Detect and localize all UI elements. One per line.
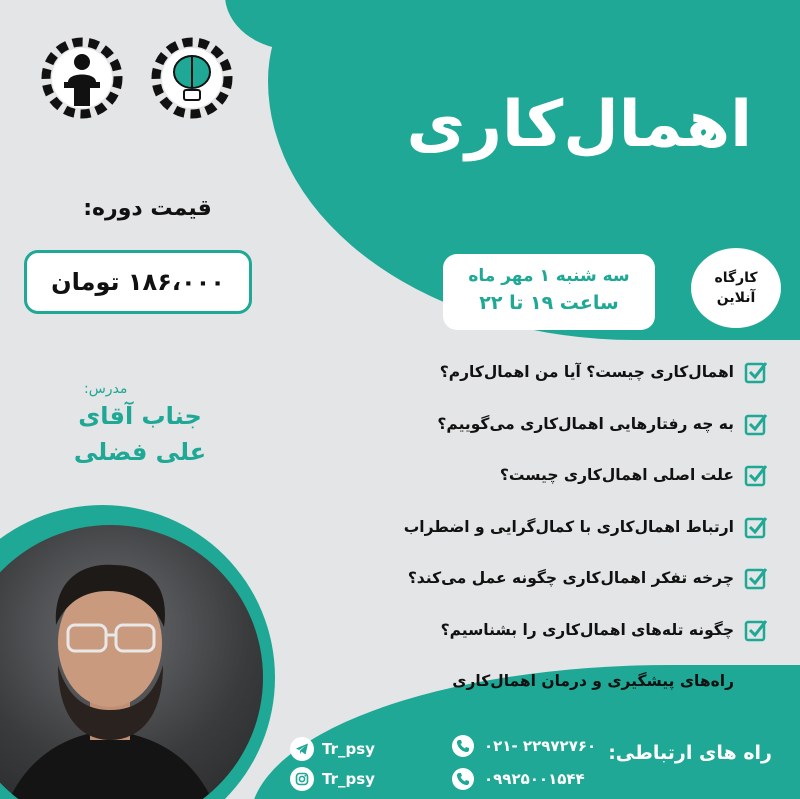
topic-list [328,348,768,709]
phone-mobile-number: ۰۹۹۲۵۰۰۱۵۴۴ [484,770,585,788]
teacher-name [40,398,240,470]
teacher-name-line-1: جناب آقای [78,402,202,430]
checkbox-icon [744,566,768,590]
telegram-icon [290,737,314,761]
checkbox-icon [744,412,768,436]
schedule-date: سه شنبه ۱ مهر ماه [468,266,630,286]
list-item [328,451,768,499]
badge-line-1: کارگاه [714,270,758,286]
badge-line-2: آنلاین [716,290,756,306]
contact-title: راه های ارتباطی: [608,742,772,764]
price-value: ۱۸۶،۰۰۰ تومان [51,268,225,296]
instagram-handle: Tr_psy [322,770,375,788]
price-label: قیمت دوره: [83,196,212,221]
list-item [328,400,768,448]
phone-landline[interactable] [452,735,596,757]
speaker-logo-icon [34,30,130,126]
list-item [328,554,768,602]
page-title: اهمال‌کاری [406,88,752,162]
topic-text: چگونه تله‌های اهمال‌کاری را بشناسیم؟ [440,620,734,639]
topic-text: به چه رفتارهایی اهمال‌کاری می‌گوییم؟ [437,414,734,433]
phone-landline-number: ۰۲۱- ۲۲۹۷۲۷۶۰ [484,737,597,755]
checkbox-icon [744,360,768,384]
topic-text: راه‌های پیشگیری و درمان اهمال‌کاری [452,672,734,690]
telegram-link[interactable] [290,737,375,761]
list-item [328,657,768,705]
brain-logo-icon [144,30,240,126]
schedule-time: ساعت ۱۹ تا ۲۲ [479,292,619,314]
phone-icon [452,735,474,757]
topic-text: اهمال‌کاری چیست؟ آیا من اهمال‌کارم؟ [439,363,734,381]
online-workshop-badge [688,245,784,331]
phone-mobile[interactable] [452,768,585,790]
instagram-link[interactable] [290,767,375,791]
telegram-handle: Tr_psy [322,740,375,758]
phone-icon [452,768,474,790]
checkbox-icon [744,463,768,487]
price-box [24,250,252,314]
topic-text: چرخه تفکر اهمال‌کاری چگونه عمل می‌کند؟ [407,569,734,587]
schedule-box [443,254,655,330]
checkbox-icon [744,618,768,642]
list-item [328,503,768,551]
list-item [328,606,768,654]
checkbox-icon [744,515,768,539]
topic-text: ارتباط اهمال‌کاری با کمال‌گرایی و اضطراب [403,517,734,536]
list-item [328,348,768,396]
instagram-icon [290,767,314,791]
topic-text: علت اصلی اهمال‌کاری چیست؟ [499,466,734,484]
checkbox-icon [744,669,768,693]
teacher-name-line-2: علی فضلی [73,438,207,466]
teacher-label: مدرس: [84,381,128,397]
